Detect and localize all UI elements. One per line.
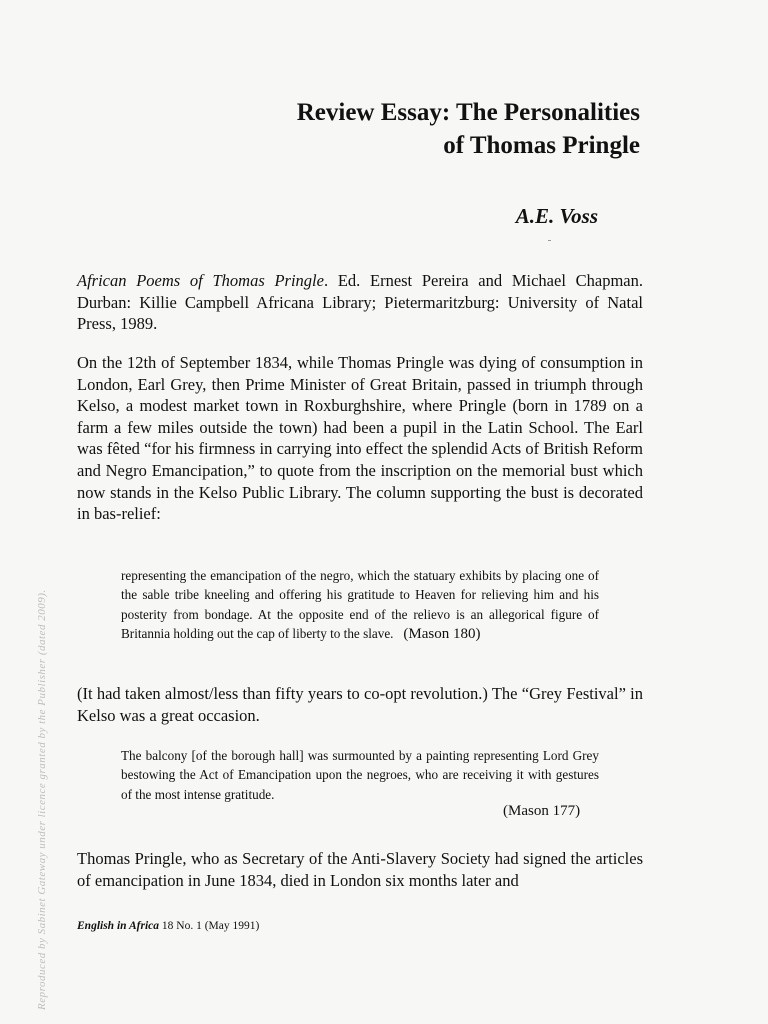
author-name: A.E. Voss bbox=[515, 204, 598, 228]
title-line-2: of Thomas Pringle bbox=[443, 132, 640, 159]
journal-name: English in Africa bbox=[77, 920, 160, 932]
reproduction-watermark: Reproduced by Sabinet Gateway under licence granted by the Publisher (dated 2009). bbox=[36, 589, 48, 1010]
book-title: African Poems of Thomas Pringle bbox=[77, 271, 324, 290]
journal-footer bbox=[77, 920, 259, 932]
review-reference bbox=[77, 270, 643, 335]
block-quote-1-text: representing the emancipation of the negro, which the statuary exhibits by placing one of the sable tribe kneeling and offering his gratitude to Heaven for relieving him and his posterity from bondage. At the opposite end of the relievo is an allegorical figure of Britannia holding out the cap of liberty to the slave. bbox=[121, 568, 599, 642]
body-paragraph-3: Thomas Pringle, who as Secretary of the Anti-Slavery Society had signed the articles of emancipation in June 1834, died in London six months later and bbox=[77, 849, 643, 890]
block-quote-1 bbox=[121, 566, 599, 645]
article-title bbox=[297, 96, 640, 162]
body-paragraph-2: (It had taken almost/less than fifty years to co-opt revolution.) The “Grey Festival” in Kelso was a great occasion. bbox=[77, 684, 643, 725]
block-quote-2: The balcony [of the borough hall] was surmounted by a painting representing Lord Grey bestowing the Act of Emancipation upon the negroes, who are receiving it with gestures of the most intense gratitude. bbox=[121, 748, 599, 802]
body-paragraph-1: On the 12th of September 1834, while Thomas Pringle was dying of consumption in London, Earl Grey, then Prime Minister of Great Britain, passed in triumph through Kelso, a modest market town in Roxburghshire, where Pringle (born in 1789 on a farm a few miles outside the town) had been a pupil in the Latin School. The Earl was fêted “for his firmness in carrying into effect the splendid Acts of British Reform and Negro Emancipation,” to quote from the inscription on the memorial bust which now stands in the Kelso Public Library. The column supporting the bust is decorated in bas-relief: bbox=[77, 353, 643, 524]
journal-issue: 18 No. 1 (May 1991) bbox=[159, 920, 260, 932]
title-line-1: Review Essay: The Personalities bbox=[296, 99, 640, 126]
block-quote-2-citation: (Mason 177) bbox=[503, 803, 581, 819]
page-mark bbox=[548, 240, 551, 241]
block-quote-1-citation: (Mason 180) bbox=[403, 626, 481, 643]
book-details: . Ed. Ernest Pereira and Michael Chapman. Durban: Killie Campbell Africana Library; Pietermaritzburg: University of Natal Press, 1989. bbox=[77, 271, 643, 334]
